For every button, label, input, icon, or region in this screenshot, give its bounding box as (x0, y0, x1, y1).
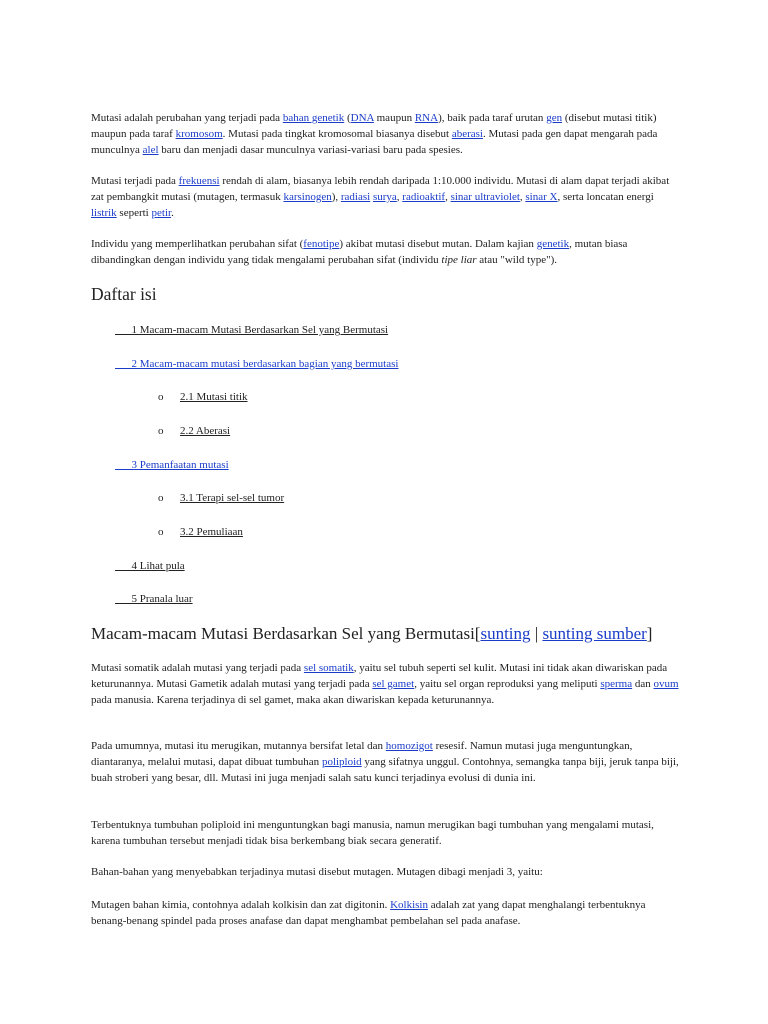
inline-link[interactable]: sel gamet (372, 677, 415, 690)
inline-link[interactable]: radioaktif (402, 190, 446, 203)
inline-link[interactable]: aberasi (451, 127, 483, 140)
inline-link[interactable]: DNA (350, 112, 374, 124)
text-run: tipe liar (441, 253, 477, 266)
paragraph-p5 (91, 739, 681, 786)
text-run: Bahan-bahan yang menyebabkan terjadinya mutasi disebut mutagen. Mutagen dibagi menjadi 3, yaitu: (91, 866, 543, 878)
text-run: resesif. Namun mutasi juga menguntungkan, diantaranya, melalui mutasi, dapat dibuat tumbuhan (91, 740, 633, 768)
toc-bullet: o (158, 425, 164, 437)
text-run: Mutasi adalah perubahan yang terjadi pada (91, 112, 283, 124)
inline-link[interactable]: sel somatik (303, 662, 354, 674)
toc-heading: Daftar isi (91, 284, 157, 304)
paragraph-p3 (91, 237, 681, 269)
inline-link[interactable]: petir (151, 206, 172, 219)
text-run: Mutasi somatik adalah mutasi yang terjadi pada (91, 662, 304, 674)
inline-link[interactable]: fenotipe (303, 238, 340, 250)
text-run: Pada umumnya, mutasi itu merugikan, mutannya bersifat letal dan (91, 740, 386, 752)
inline-link[interactable]: kromosom (175, 127, 223, 140)
paragraph-p4 (91, 661, 681, 708)
paragraph-p1 (91, 111, 681, 158)
text-run: yang sifatnya unggul. Contohnya, semangka tanpa biji, jeruk tanpa biji, buah stroberi yang besar, dll. Mutasi ini juga menjadi salah satu kunci terjadinya evolusi di dunia ini. (91, 755, 679, 784)
edit-separator: | (530, 624, 543, 643)
text-run: ), baik pada taraf urutan (438, 112, 547, 124)
text-run: . Mutasi pada tingkat kromosomal biasanya disebut (222, 127, 452, 140)
text-run: pada manusia. Karena terjadinya di sel gamet, maka akan diwariskan kepada keturunannya. (91, 693, 495, 706)
inline-link[interactable]: genetik (536, 238, 570, 250)
edit-link[interactable]: sunting (480, 624, 531, 643)
toc-item[interactable]: 2.1 Mutasi titik (180, 391, 248, 403)
inline-link[interactable]: alel (142, 143, 159, 156)
text-run: atau "wild type"). (476, 253, 557, 266)
edit-source-link[interactable]: sunting sumber (542, 624, 647, 643)
inline-link[interactable]: karsinogen (283, 190, 332, 203)
inline-link[interactable]: listrik (91, 206, 117, 219)
toc-item[interactable]: 2.2 Aberasi (180, 425, 231, 437)
text-run: baru dan menjadi dasar munculnya variasi-variasi baru pada spesies. (158, 143, 463, 156)
toc-item[interactable]: 3.1 Terapi sel-sel tumor (180, 492, 285, 504)
text-run: ), (331, 190, 341, 203)
inline-link[interactable]: RNA (414, 112, 439, 124)
toc-item[interactable]: 1 Macam-macam Mutasi Berdasarkan Sel yang Bermutasi (115, 324, 389, 336)
text-run: Terbentuknya tumbuhan poliploid ini menguntungkan bagi manusia, namun merugikan bagi tumbuhan yang mengalami mutasi, karena tumbuhan tersebut menjadi tidak bisa berkembang biak secara generatif. (91, 819, 654, 847)
text-run: Mutagen bahan kimia, contohnya adalah kolkisin dan zat digitonin. (91, 899, 391, 911)
text-run: , (519, 190, 526, 203)
inline-link[interactable]: surya (372, 190, 397, 203)
text-run: maupun (373, 112, 415, 124)
text-run: . Mutasi pada gen dapat mengarah pada munculnya (91, 127, 658, 156)
toc-item[interactable]: 5 Pranala luar (115, 593, 193, 605)
text-run: , (445, 190, 451, 203)
toc-item[interactable]: 3.2 Pemuliaan (180, 526, 243, 538)
toc-item[interactable]: 3 Pemanfaatan mutasi (115, 459, 229, 471)
text-run: , serta loncatan energi (557, 190, 654, 203)
inline-link[interactable]: homozigot (385, 740, 433, 752)
text-run: ( (344, 112, 351, 124)
text-run: , yaitu sel organ reproduksi yang meliputi (414, 677, 601, 690)
inline-link[interactable]: radiasi (340, 190, 371, 203)
text-run: seperti (116, 206, 152, 219)
text-run: Individu yang memperlihatkan perubahan sifat ( (91, 238, 304, 250)
text-run: dan (632, 677, 654, 690)
inline-link[interactable]: sinar ultraviolet (450, 190, 520, 203)
toc-item[interactable]: 2 Macam-macam mutasi berdasarkan bagian yang bermutasi (115, 358, 399, 370)
section-heading (91, 624, 652, 644)
paragraph-p7 (91, 865, 681, 881)
text-run: , mutan biasa dibandingkan dengan individu yang tidak mengalami perubahan sifat (individu (91, 238, 628, 266)
text-run: (disebut mutasi titik) maupun pada taraf (91, 112, 657, 140)
toc-item[interactable]: 4 Lihat pula (115, 560, 185, 572)
paragraph-p8 (91, 898, 681, 930)
inline-link[interactable]: gen (546, 112, 563, 124)
paragraph-p6 (91, 818, 681, 850)
text-run: ) akibat mutasi disebut mutan. Dalam kajian (339, 238, 537, 250)
bracket-open: [ (474, 624, 481, 643)
inline-link[interactable]: Kolkisin (390, 899, 428, 911)
inline-link[interactable]: sinar X (525, 190, 558, 203)
inline-link[interactable]: sperma (600, 677, 633, 690)
text-run: rendah di alam, biasanya lebih rendah daripada 1:10.000 individu. Mutasi di alam dapat terjadi akibat zat pembangkit mutasi (mutagen, termasuk (91, 175, 670, 203)
text-run: adalah zat yang dapat menghalangi terbentuknya benang-benang spindel pada proses anafase dan dapat menghambat pembelahan sel pada anafase. (91, 899, 646, 927)
text-run: . (171, 206, 174, 219)
toc-bullet: o (158, 391, 164, 403)
text-run: Mutasi terjadi pada (91, 175, 179, 187)
bracket-close: ] (646, 624, 653, 643)
toc-bullet: o (158, 492, 164, 504)
toc-bullet: o (158, 526, 164, 538)
inline-link[interactable]: bahan genetik (282, 112, 345, 124)
text-run: , (396, 190, 403, 203)
paragraph-p2 (91, 174, 681, 221)
inline-link[interactable]: frekuensi (178, 175, 220, 187)
section-title: Macam-macam Mutasi Berdasarkan Sel yang Bermutasi (91, 624, 475, 643)
text-run: , yaitu sel tubuh seperti sel kulit. Mutasi ini tidak akan diwariskan pada keturunannya. Mutasi Gametik adalah mutasi yang terjadi pada (91, 662, 668, 690)
inline-link[interactable]: poliploid (321, 755, 362, 768)
inline-link[interactable]: ovum (653, 677, 679, 690)
